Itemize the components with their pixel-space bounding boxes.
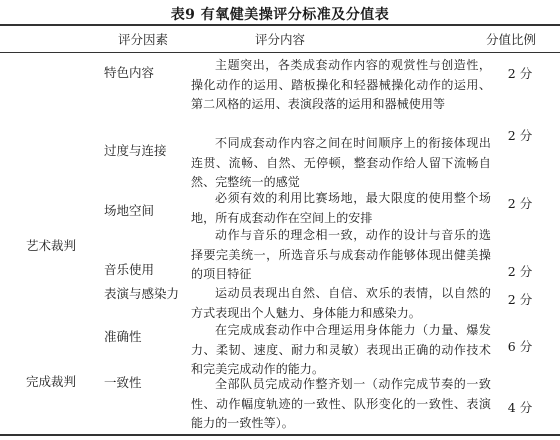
top-rule bbox=[0, 24, 560, 26]
table-row-factor: 一致性 bbox=[104, 375, 142, 390]
header-rule bbox=[0, 52, 560, 53]
table-title: 表9 有氧健美操评分标准及分值表 bbox=[170, 7, 390, 23]
table-row-content: 全部队员完成动作整齐划一（动作完成节奏的一致性、动作幅度轨迹的一致性、队形变化的一致性、表演能力的一致性等）。 bbox=[191, 377, 491, 430]
table-row-factor: 音乐使用 bbox=[104, 262, 155, 277]
header-ratio: 分值比例 bbox=[486, 32, 537, 47]
table-row-score: 2 分 bbox=[507, 66, 533, 81]
table-row-score: 4 分 bbox=[507, 400, 533, 415]
table-row-factor: 准确性 bbox=[104, 329, 142, 344]
table-row-score: 6 分 bbox=[507, 339, 533, 354]
table-row-score: 2 分 bbox=[507, 128, 533, 143]
category-art-judge: 艺术裁判 bbox=[26, 238, 77, 253]
table-row-content: 运动员表现出自然、自信、欢乐的表情，以自然的方式表现出个人魅力、身体能力和感染力。 bbox=[191, 286, 491, 320]
table-row-score: 2 分 bbox=[507, 196, 533, 211]
header-factor: 评分因素 bbox=[118, 32, 169, 47]
header-content: 评分内容 bbox=[254, 32, 305, 47]
table-row-factor: 特色内容 bbox=[104, 65, 155, 80]
table-row-content: 在完成成套动作中合理运用身体能力（力量、爆发力、柔韧、速度、耐力和灵敏）表现出正确的动作技术和完美完成动作的能力。 bbox=[191, 323, 491, 376]
table-row-factor: 场地空间 bbox=[104, 203, 155, 218]
category-completion-judge: 完成裁判 bbox=[26, 374, 77, 389]
bottom-rule bbox=[0, 434, 560, 436]
table-row-factor: 表演与感染力 bbox=[104, 286, 180, 301]
table-row-content: 动作与音乐的理念相一致，动作的设计与音乐的选择要完美统一，所选音乐与成套动作能够体现出健美操的项目特征 bbox=[191, 228, 491, 281]
table-row-score: 2 分 bbox=[507, 264, 533, 279]
table-row-content: 不同成套动作内容之间在时间顺序上的衔接体现出连贯、流畅、自然、无停顿，整套动作给人留下流畅自然、完整统一的感觉 bbox=[191, 136, 491, 189]
table-row-content: 必须有效的利用比赛场地，最大限度的使用整个场地，所有成套动作在空间上的安排 bbox=[191, 191, 491, 225]
table-row-content: 主题突出，各类成套动作内容的观赏性与创造性，操化动作的运用、踏板操化和轻器械操化动作的运用、第二风格的运用、表演段落的运用和器械使用等 bbox=[191, 58, 491, 111]
table-row-factor: 过度与连接 bbox=[104, 143, 167, 158]
table-row-score: 2 分 bbox=[507, 292, 533, 307]
